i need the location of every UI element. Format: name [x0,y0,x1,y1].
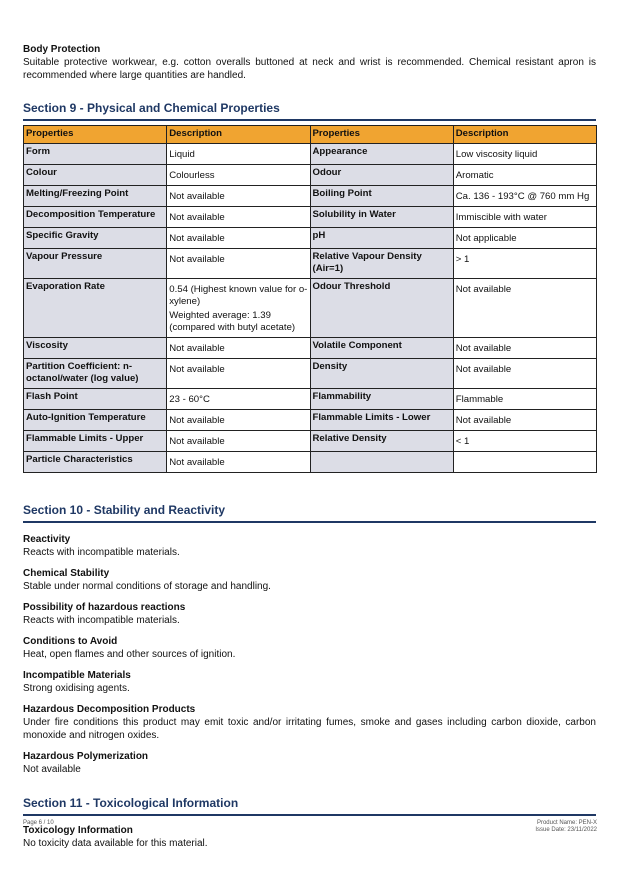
info-item-text: Strong oxidising agents. [23,683,130,694]
section-11-title: Section 11 - Toxicological Information [23,796,596,816]
property-value [167,338,310,359]
info-item-heading: Reactivity [23,534,71,545]
property-value [167,186,310,207]
property-name [310,452,453,473]
section-10-title: Section 10 - Stability and Reactivity [23,503,596,523]
property-name: Relative Vapour Density (Air=1) [310,249,453,279]
info-item-text: No toxicity data available for this material. [23,838,208,849]
info-item [23,670,596,695]
property-value [167,249,310,279]
header-properties-1: Properties [24,126,167,144]
property-name: Flammable Limits - Upper [24,431,167,452]
property-name: Odour Threshold [310,279,453,338]
document-page [23,44,596,850]
table-row [24,431,597,452]
property-value-line: Low viscosity liquid [455,149,538,160]
property-value-line: Not available [169,343,225,354]
property-name: Evaporation Rate [24,279,167,338]
property-value-line: 0.54 (Highest known value for o-xylene) [169,284,308,307]
body-protection-text: Suitable protective workwear, e.g. cotton overalls buttoned at neck and wrist is recommended. Chemical resistant apron is recommended where large quantities are handled. [23,57,596,81]
property-name: Appearance [310,144,453,165]
property-value [167,389,310,410]
table-row [24,279,597,338]
property-value [453,359,596,389]
footer-issue-date: Issue Date: 23/11/2022 [535,827,597,833]
property-value [167,228,310,249]
info-item-heading: Hazardous Decomposition Products [23,704,196,715]
info-item [23,636,596,661]
property-value [167,359,310,389]
header-description-1: Description [167,126,310,144]
property-value-line: Not available [455,343,512,354]
info-item-text: Under fire conditions this product may emit toxic and/or irritating fumes, smoke and gases including carbon dioxide, carbon monoxide and nitrogen oxides. [23,717,596,741]
property-value-line: Weighted average: 1.39 (compared with butyl acetate) [169,310,296,333]
table-row [24,359,597,389]
property-value-line: Not available [169,415,225,426]
property-name: Melting/Freezing Point [24,186,167,207]
property-value [453,431,596,452]
property-value [167,144,310,165]
table-row [24,207,597,228]
properties-table [23,125,597,473]
info-item-heading: Chemical Stability [23,568,110,579]
property-name: Decomposition Temperature [24,207,167,228]
property-value-line: Not available [455,284,512,295]
property-value [453,452,596,473]
property-name: Volatile Component [310,338,453,359]
property-value-line: Aromatic [455,170,494,181]
property-name: Flammable Limits - Lower [310,410,453,431]
info-item-text: Reacts with incompatible materials. [23,615,180,626]
property-name: Auto-Ignition Temperature [24,410,167,431]
body-protection-heading: Body Protection [23,44,101,55]
header-properties-2: Properties [310,126,453,144]
info-item [23,602,596,627]
property-value [453,389,596,410]
property-value-line: 23 - 60°C [169,394,210,405]
footer-product-name: Product Name: PEN-X [536,820,597,826]
property-value [453,186,596,207]
property-value-line: Liquid [169,149,195,160]
table-row [24,452,597,473]
info-item-text: Heat, open flames and other sources of ignition. [23,649,236,660]
table-row [24,338,597,359]
property-name: Partition Coefficient: n-octanol/water (log value) [24,359,167,389]
property-value [167,452,310,473]
property-value-line: Not available [455,364,512,375]
table-row [24,249,597,279]
property-name: Colour [24,165,167,186]
property-value [167,207,310,228]
property-name: Boiling Point [310,186,453,207]
property-value-line: Not available [169,254,225,265]
property-value-line: Not available [169,212,225,223]
info-item [23,825,596,850]
table-row [24,186,597,207]
property-name: Form [24,144,167,165]
property-name: Particle Characteristics [24,452,167,473]
property-value-line: Colourless [169,170,215,181]
section-11-items [23,825,596,850]
table-row [24,144,597,165]
section-9-title: Section 9 - Physical and Chemical Properties [23,101,596,121]
info-item-heading: Incompatible Materials [23,670,131,681]
property-value [167,279,310,338]
property-value-line: Not available [169,436,225,447]
property-name: Flammability [310,389,453,410]
info-item [23,751,596,776]
property-value-line: < 1 [455,436,470,447]
footer-page-number: Page 6 / 10 [23,820,54,826]
property-value [453,207,596,228]
info-item-heading: Toxicology Information [23,825,133,836]
info-item-heading: Conditions to Avoid [23,636,118,647]
property-value-line: Ca. 136 - 193°C @ 760 mm Hg [455,191,590,202]
property-name: Specific Gravity [24,228,167,249]
property-value [167,165,310,186]
property-value [167,431,310,452]
info-item-text: Not available [23,764,81,775]
property-value [453,249,596,279]
property-value [453,338,596,359]
property-name: Odour [310,165,453,186]
property-value-line: Not applicable [455,233,517,244]
property-value-line: Not available [169,457,225,468]
property-value [167,410,310,431]
body-protection-block [23,44,596,82]
section-10-items [23,534,596,776]
property-value [453,144,596,165]
property-value [453,228,596,249]
property-value-line: Flammable [455,394,504,405]
table-row [24,389,597,410]
info-item-text: Reacts with incompatible materials. [23,547,180,558]
property-name: pH [310,228,453,249]
table-row [24,228,597,249]
property-value [453,410,596,431]
property-name: Viscosity [24,338,167,359]
info-item-text: Stable under normal conditions of storage and handling. [23,581,271,592]
property-name: Vapour Pressure [24,249,167,279]
table-row [24,410,597,431]
property-name: Solubility in Water [310,207,453,228]
property-value-line: Not available [169,191,225,202]
property-name: Flash Point [24,389,167,410]
property-name: Relative Density [310,431,453,452]
footer-product-info [535,820,597,834]
property-value-line: > 1 [455,254,470,265]
property-value-line: Not available [169,233,225,244]
info-item-heading: Hazardous Polymerization [23,751,149,762]
property-value-line: Not available [169,364,225,375]
property-value-line: Not available [455,415,512,426]
info-item [23,704,596,742]
properties-table-header [24,126,597,144]
info-item [23,534,596,559]
info-item [23,568,596,593]
header-description-2: Description [453,126,596,144]
property-value [453,165,596,186]
property-name: Density [310,359,453,389]
info-item-heading: Possibility of hazardous reactions [23,602,186,613]
property-value [453,279,596,338]
table-row [24,165,597,186]
property-value-line: Immiscible with water [455,212,547,223]
